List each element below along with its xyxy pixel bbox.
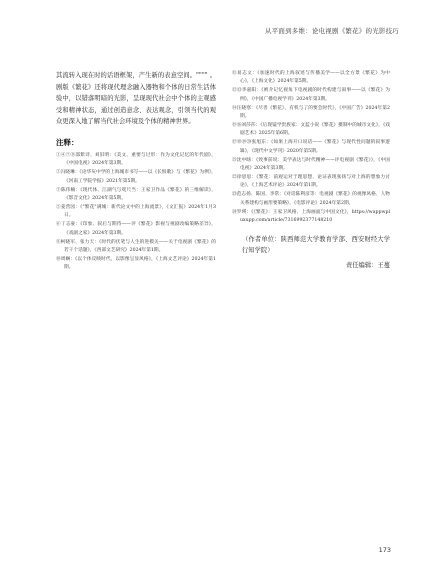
note-item: ㉒徐思思：《繁花：前观运对于理思想、论证表现张扬与对上海的想象力讨论》，《上海艺术评论》2024年第1期。 bbox=[232, 174, 390, 189]
note-item: ㉑沈中旸：《致事前说：美学表达与时代精神——评电视剧《繁花》》，《中国电视》2024年第3期。 bbox=[232, 157, 390, 171]
note-item: ②冯晓琳：《论华灰中学的上海城市书写——以《长恨歌》与《繁花》为例》，《河南工学院学报》2021年第5期。 bbox=[56, 170, 216, 184]
note-item: ⑭汪晓寒：《尽善《繁花》，有机与了的要会时代》，《中国广告》2024年第2期。 bbox=[232, 105, 390, 120]
note-item: ⑥丁志豪：《印象、叙后与期待——评《繁花》影视与视剧改编策略差异》，《戏剧之家》2024年第3期。 bbox=[56, 222, 216, 236]
page-number: 173 bbox=[378, 546, 391, 554]
note-item: ⑮⑯刘莎莎：《后现镜学贵族家：文蓝小说《繁花》摄制中的城市文化》，《戏剧艺术》2025年第6期。 bbox=[232, 122, 390, 137]
body-paragraph: 其流转入现在时的话语框架，产生新的表意空间。"""" 。剧版《繁花》还将现代理念融入器物和个体的日常生活体验中，以错落明暗的光影，呈现现代社会中个体的主观感受和精神状态，通过创造意念、表达观念，引领当代的观众更深入地了解当代社会环境及个体的精神世界。 bbox=[56, 72, 216, 126]
note-item: ㉔罗瑛：《《繁花》：王家卫风格、上海画面与中国文化》，https://wappwpluxupp.com/article/7316992377148210 bbox=[232, 209, 390, 223]
note-item: ③陈伟楠：《现代体、江湖气与咫尺当：王家卫作品《繁花》的三维解读》，《影音文化》2024年第5期。 bbox=[56, 187, 216, 201]
note-item: ⑪易志文：《加速时代的上海叙述与传播美学——以全方景《繁花》为中心》，《上海文化》2024年第5期。 bbox=[232, 71, 390, 85]
note-item: ⑤姜营园：《"繁花"满城：新代论文中的上海流景》，《文汇报》2024年1月3日。 bbox=[56, 204, 216, 219]
notes-title: 注释： bbox=[56, 137, 79, 147]
note-item: ①④⑦⑨邵紫诗、刘旧明：《美文、重要与过形：作为文化记忆的年代剧》，《中国电视》2024年第3期。 bbox=[56, 152, 216, 167]
note-item: ⑫⑬李嘉阳：《被介记忆视角下电视剧的时代构建与叙事——以《繁花》为例》，《中国广播电视学刊》2024年第3期。 bbox=[232, 88, 390, 102]
running-header: 从平面到多维：论电视剧《繁花》的光影技巧 bbox=[265, 27, 399, 35]
right-column bbox=[232, 70, 390, 269]
notes-list-right bbox=[232, 70, 390, 225]
note-item: ⑩周娴：《以个体反映时代，以影像呈显风格》，《上海文艺评论》2024年第1期。 bbox=[56, 256, 216, 271]
note-item: ⑧柯晓军、张力天：《时代的伏笔与人生的进模关——关于电视剧《繁花》的若干个话题》，《西部文艺研究》2024年第1期。 bbox=[56, 239, 216, 253]
note-item: ⑰⑱⑲⑳张旭东：《如果上海开口说话——《繁花》与现代性问题的叙事逻辑》，《现代中文学刊》2020年第5期。 bbox=[232, 140, 390, 154]
note-item: ㉓范志扬、陈国、李常：《对话陈利彦等：电视剧《繁花》的视像风格、人物关系建构与画形要策略》，《电影评论》2024年第2期。 bbox=[232, 192, 390, 206]
responsible-editor: 责任编辑：王蔓 bbox=[345, 262, 390, 270]
left-column bbox=[56, 70, 216, 273]
author-affiliation: （作者单位：陕西师范大学教育学部、西安财经大学行知学院） bbox=[242, 236, 390, 255]
notes-list-left bbox=[56, 152, 216, 273]
